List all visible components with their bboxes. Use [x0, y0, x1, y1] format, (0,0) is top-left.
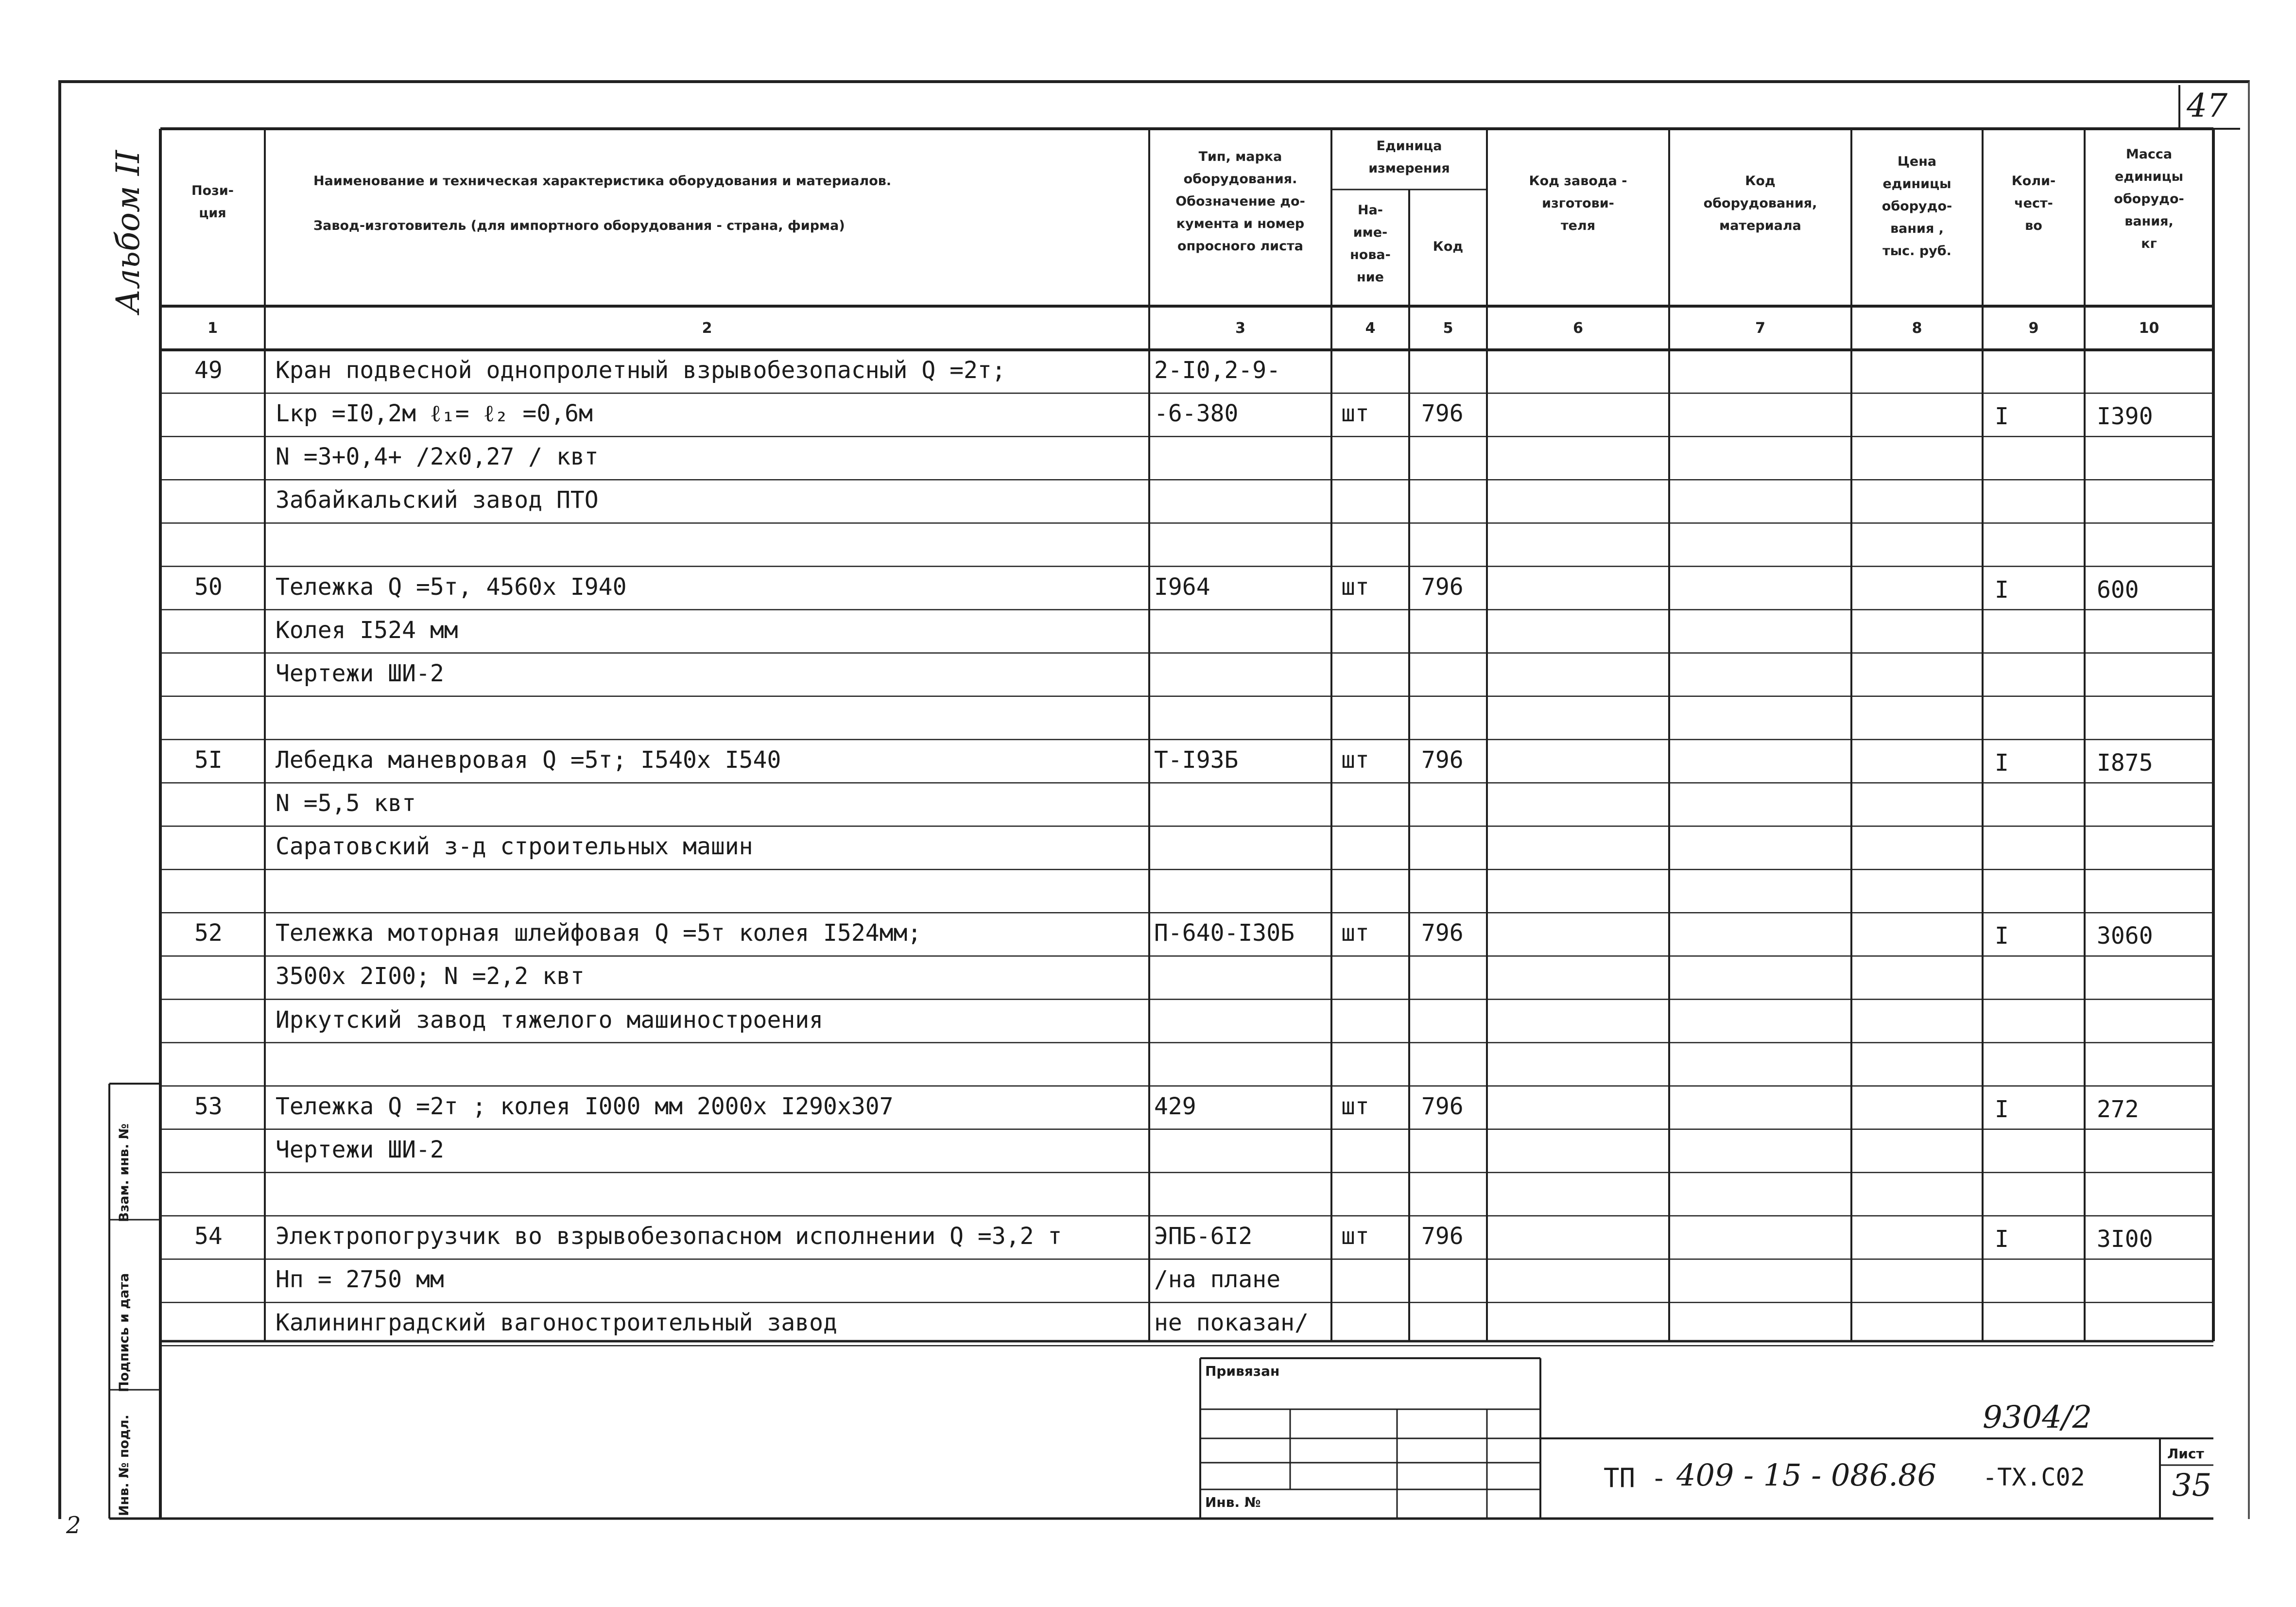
- cell-name: Lкр =I0,2м ℓ₁= ℓ₂ =0,6м: [276, 400, 593, 428]
- cell-unit-code: 796: [1421, 919, 1464, 947]
- column-number: 6: [1573, 320, 1583, 337]
- sheet-number: 35: [2172, 1468, 2212, 1503]
- column-number: 2: [702, 320, 712, 337]
- cell-name: Колея I524 мм: [276, 616, 458, 644]
- column-number: 1: [207, 320, 218, 337]
- header-factory-code: Код завода - изготови- теля: [1529, 173, 1627, 233]
- cell-quantity: I: [1995, 1095, 2009, 1123]
- cell-name: 3500х 2I00; N =2,2 квт: [276, 963, 585, 990]
- binding-label-inventory: Инв. № подл.: [117, 1415, 132, 1516]
- cell-mass: 3060: [2097, 922, 2153, 950]
- header-position: Пози- ция: [191, 183, 234, 221]
- cell-unit-name: шт: [1341, 1223, 1369, 1250]
- header-unit-name: На- име- нова- ние: [1350, 203, 1391, 285]
- cell-type: -6-380: [1154, 400, 1239, 428]
- cell-unit-code: 796: [1421, 400, 1464, 428]
- cell-unit-code: 796: [1421, 746, 1464, 774]
- binding-label-replace: Взам. инв. №: [117, 1123, 132, 1222]
- column-number: 8: [1912, 320, 1922, 337]
- margin-digit: 2: [66, 1512, 81, 1539]
- cell-name: Калининградский вагоностроительный завод: [276, 1309, 837, 1337]
- cell-name: Чертежи ШИ-2: [276, 1136, 444, 1163]
- cell-unit-name: шт: [1341, 919, 1369, 947]
- cell-name: Иркутский завод тяжелого машиностроения: [276, 1006, 824, 1034]
- cell-unit-name: шт: [1341, 573, 1369, 601]
- cell-position: 49: [194, 357, 223, 384]
- cell-type: /на плане: [1154, 1266, 1281, 1294]
- cell-mass: 3I00: [2097, 1226, 2153, 1253]
- header-mass: Масса единицы оборудо- вания, кг: [2114, 147, 2184, 251]
- cell-unit-name: шт: [1341, 1092, 1369, 1120]
- cell-type: П-640-I30Б: [1154, 919, 1295, 947]
- cell-name: Тележка моторная шлейфовая Q =5т колея I524мм;: [276, 919, 922, 947]
- cell-name: Кран подвесной однопролетный взрывобезопасный Q =2т;: [276, 357, 1006, 384]
- header-type: Тип, марка оборудования. Обозначение до- кумента и номер опросного листа: [1175, 149, 1305, 254]
- cell-position: 54: [194, 1223, 223, 1250]
- cell-mass: I875: [2097, 749, 2153, 777]
- cell-type: не показан/: [1154, 1309, 1309, 1337]
- column-number: 7: [1755, 320, 1765, 337]
- cell-name: N =5,5 квт: [276, 790, 416, 817]
- cell-position: 5I: [194, 746, 223, 774]
- cell-quantity: I: [1995, 922, 2009, 950]
- cell-mass: 272: [2097, 1095, 2139, 1123]
- cell-name: Тележка Q =5т, 4560х I940: [276, 573, 627, 601]
- cell-quantity: I: [1995, 576, 2009, 604]
- cell-quantity: I: [1995, 749, 2009, 777]
- cell-unit-name: шт: [1341, 400, 1369, 428]
- column-number: 5: [1443, 320, 1453, 337]
- header-unit: Единица измерения: [1368, 138, 1450, 176]
- cell-unit-code: 796: [1421, 1223, 1464, 1250]
- cell-name: Саратовский з-д строительных машин: [276, 833, 753, 861]
- sheet-label: Лист: [2167, 1446, 2204, 1462]
- privyazan-label: Привязан: [1205, 1363, 1280, 1379]
- cell-unit-name: шт: [1341, 746, 1369, 774]
- document-code: 409 - 15 - 086.86: [1676, 1457, 1936, 1493]
- cell-name: Тележка Q =2т ; колея I000 мм 2000х I290х307: [276, 1092, 894, 1120]
- column-number: 3: [1235, 320, 1245, 337]
- cell-position: 52: [194, 919, 223, 947]
- cell-quantity: I: [1995, 1226, 2009, 1253]
- cell-mass: I390: [2097, 403, 2153, 431]
- cell-type: I964: [1154, 573, 1210, 601]
- sheet-corner-number: 47: [2187, 87, 2227, 124]
- header-name: Наименование и техническая характеристика оборудования и материалов. Завод-изготовитель (для импортного оборудования - страна, фирма): [313, 173, 892, 233]
- header-price: Цена единицы оборудо- вания , тыс. руб.: [1882, 154, 1952, 259]
- cell-name: Нп = 2750 мм: [276, 1266, 444, 1294]
- cell-type: 2-I0,2-9-: [1154, 357, 1281, 384]
- cell-type: 429: [1154, 1092, 1196, 1120]
- album-label: Альбом II: [109, 150, 147, 313]
- cell-name: Чертежи ШИ-2: [276, 659, 444, 687]
- column-number: 4: [1365, 320, 1376, 337]
- header-unit-code: Код: [1433, 239, 1464, 254]
- cell-position: 53: [194, 1092, 223, 1120]
- header-quantity: Коли- чест- во: [2011, 173, 2056, 233]
- cell-type: ЭПБ-6I2: [1154, 1223, 1253, 1250]
- cell-name: Забайкальский завод ПТО: [276, 486, 599, 514]
- cell-unit-code: 796: [1421, 1092, 1464, 1120]
- binding-label-signature: Подпись и дата: [117, 1273, 132, 1392]
- header-equipment-code: Код оборудования, материала: [1703, 173, 1817, 233]
- inventory-label: Инв. №: [1205, 1494, 1261, 1510]
- cell-name: N =3+0,4+ /2х0,27 / квт: [276, 443, 599, 471]
- document-code-suffix: -ТХ.С02: [1983, 1463, 2085, 1491]
- cell-mass: 600: [2097, 576, 2139, 604]
- cell-unit-code: 796: [1421, 573, 1464, 601]
- column-number: 9: [2028, 320, 2039, 337]
- cell-name: Лебедка маневровая Q =5т; I540х I540: [276, 746, 781, 774]
- cell-name: Электропогрузчик во взрывобезопасном исполнении Q =3,2 т: [276, 1223, 1062, 1250]
- document-code-prefix: ТП -: [1604, 1463, 1667, 1493]
- cell-position: 50: [194, 573, 223, 601]
- project-number: 9304/2: [1983, 1400, 2092, 1435]
- column-number: 10: [2139, 320, 2159, 337]
- cell-type: Т-I93Б: [1154, 746, 1239, 774]
- cell-quantity: I: [1995, 403, 2009, 431]
